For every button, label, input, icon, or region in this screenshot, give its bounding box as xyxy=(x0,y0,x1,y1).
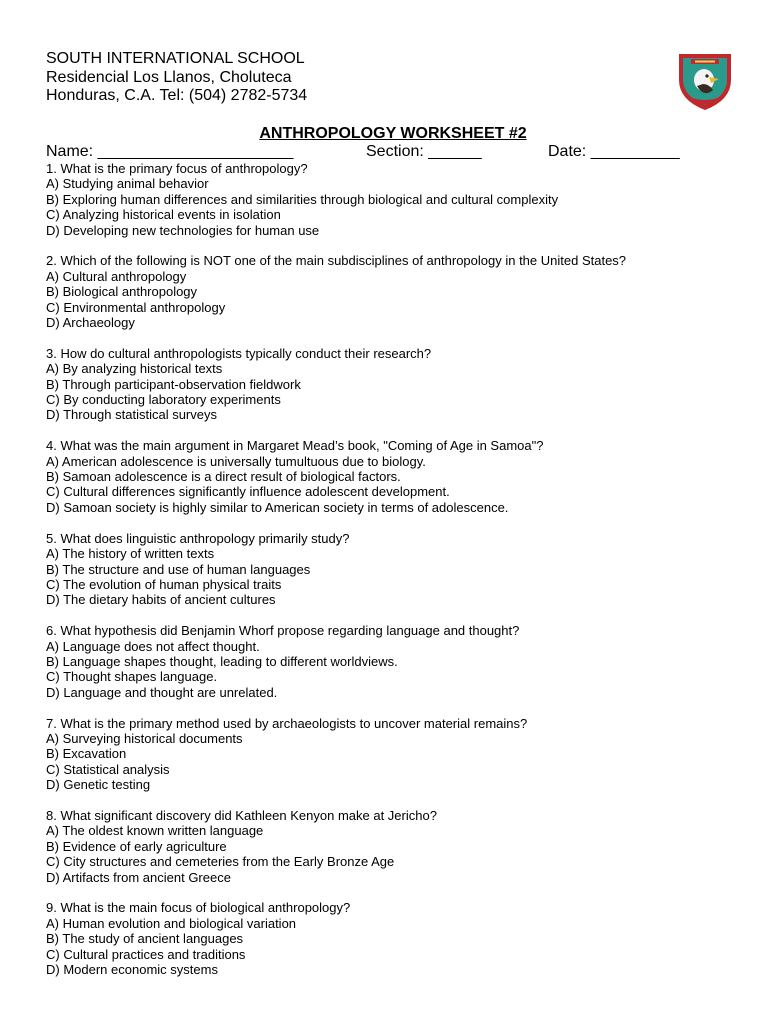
question-9 xyxy=(46,900,746,977)
answer-option-d: D) Language and thought are unrelated. xyxy=(46,684,278,700)
answer-option-d: D) Samoan society is highly similar to American society in terms of adolescence. xyxy=(46,499,509,515)
answer-option-b: B) Through participant-observation fieldwork xyxy=(46,376,301,392)
answer-option-c: C) Cultural differences significantly influence adolescent development. xyxy=(46,484,450,500)
question-prompt: 4. What was the main argument in Margaret Mead’s book, "Coming of Age in Samoa"? xyxy=(46,438,544,454)
school-logo xyxy=(673,50,737,112)
answer-option-d: D) The dietary habits of ancient cultures xyxy=(46,592,276,608)
answer-option-b: B) The study of ancient languages xyxy=(46,931,244,947)
answer-option-a: A) Surveying historical documents xyxy=(46,730,243,746)
answer-option-b: B) Biological anthropology xyxy=(46,284,198,300)
worksheet-title: ANTHROPOLOGY WORKSHEET #2 xyxy=(259,125,527,142)
answer-option-c: C) Cultural practices and traditions xyxy=(46,946,246,962)
answer-option-b: B) Evidence of early agriculture xyxy=(46,838,227,854)
answer-option-c: C) Analyzing historical events in isolation xyxy=(46,207,281,223)
question-7 xyxy=(46,716,746,793)
question-list xyxy=(46,161,746,993)
school-name: SOUTH INTERNATIONAL SCHOOL xyxy=(46,50,305,67)
answer-option-a: A) The history of written texts xyxy=(46,546,215,562)
school-address: Residencial Los Llanos, Choluteca xyxy=(46,68,292,86)
question-prompt: 7. What is the primary method used by archaeologists to uncover material remains? xyxy=(46,715,528,731)
name-field-label: Name: ______________________ xyxy=(46,143,294,160)
question-6 xyxy=(46,623,746,700)
answer-option-d: D) Developing new technologies for human use xyxy=(46,222,320,238)
answer-option-d: D) Genetic testing xyxy=(46,777,151,793)
answer-option-d: D) Modern economic systems xyxy=(46,962,218,977)
question-3 xyxy=(46,346,746,423)
answer-option-b: B) The structure and use of human languages xyxy=(46,561,311,577)
question-1 xyxy=(46,161,746,238)
answer-option-b: B) Samoan adolescence is a direct result of biological factors. xyxy=(46,469,401,485)
answer-option-c: C) By conducting laboratory experiments xyxy=(46,392,281,408)
section-field-label: Section: ______ xyxy=(366,143,482,160)
answer-option-d: D) Archaeology xyxy=(46,315,135,331)
question-2 xyxy=(46,253,746,330)
answer-option-a: A) Language does not affect thought. xyxy=(46,638,260,654)
answer-option-a: A) Cultural anthropology xyxy=(46,268,187,284)
answer-option-b: B) Excavation xyxy=(46,746,127,762)
question-prompt: 5. What does linguistic anthropology primarily study? xyxy=(46,530,350,546)
school-header xyxy=(46,50,307,106)
answer-option-b: B) Language shapes thought, leading to different worldviews. xyxy=(46,653,398,669)
school-contact: Honduras, C.A. Tel: (504) 2782-5734 xyxy=(46,87,308,104)
question-5 xyxy=(46,531,746,608)
answer-option-a: A) Studying animal behavior xyxy=(46,176,209,192)
date-field-label: Date: __________ xyxy=(548,143,680,160)
answer-option-c: C) Statistical analysis xyxy=(46,761,170,777)
answer-option-c: C) Environmental anthropology xyxy=(46,299,226,315)
eagle-shield-icon xyxy=(673,50,737,112)
question-4 xyxy=(46,438,746,515)
question-prompt: 6. What hypothesis did Benjamin Whorf propose regarding language and thought? xyxy=(46,623,520,639)
question-prompt: 1. What is the primary focus of anthropology? xyxy=(46,161,308,176)
answer-option-d: D) Through statistical surveys xyxy=(46,407,217,423)
answer-option-d: D) Artifacts from ancient Greece xyxy=(46,869,231,885)
question-prompt: 8. What significant discovery did Kathleen Kenyon make at Jericho? xyxy=(46,807,437,823)
question-prompt: 2. Which of the following is NOT one of the main subdisciplines of anthropology in the United States? xyxy=(46,253,627,269)
answer-option-c: C) City structures and cemeteries from the Early Bronze Age xyxy=(46,854,395,870)
answer-option-a: A) Human evolution and biological variation xyxy=(46,915,297,931)
answer-option-b: B) Exploring human differences and similarities through biological and cultural complexity xyxy=(46,191,559,207)
question-8 xyxy=(46,808,746,885)
answer-option-a: A) By analyzing historical texts xyxy=(46,361,223,377)
question-prompt: 3. How do cultural anthropologists typically conduct their research? xyxy=(46,345,432,361)
answer-option-a: A) The oldest known written language xyxy=(46,823,264,839)
answer-option-c: C) Thought shapes language. xyxy=(46,669,218,685)
question-prompt: 9. What is the main focus of biological anthropology? xyxy=(46,900,351,916)
answer-option-c: C) The evolution of human physical traits xyxy=(46,576,282,592)
answer-option-a: A) American adolescence is universally tumultuous due to biology. xyxy=(46,453,426,469)
